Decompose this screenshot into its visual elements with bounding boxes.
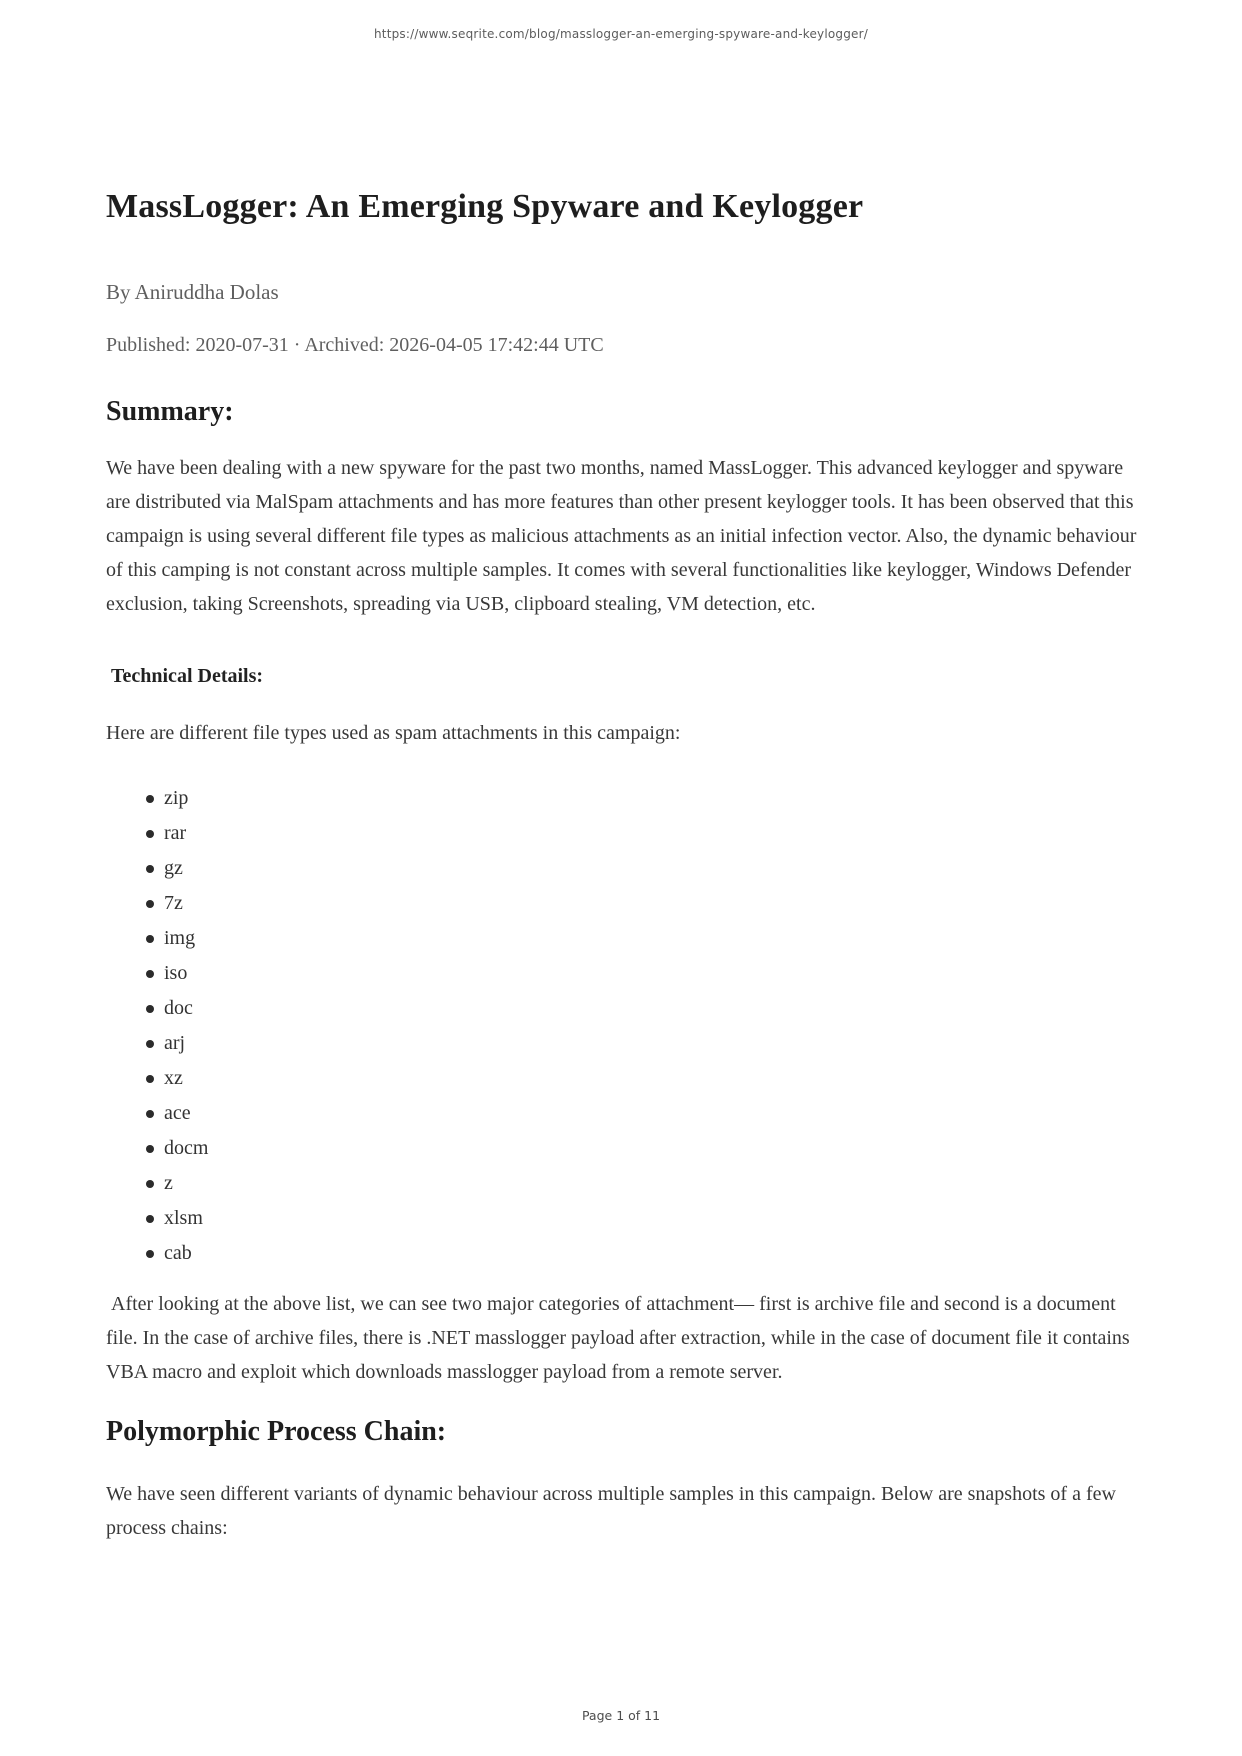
- list-item: zip: [106, 781, 1137, 816]
- list-item: gz: [106, 851, 1137, 886]
- list-item: arj: [106, 1026, 1137, 1061]
- list-item: z: [106, 1166, 1137, 1201]
- process-chain-paragraph: We have seen different variants of dynamic behaviour across multiple samples in this campaign. Below are snapshots of a few process chains:: [106, 1483, 1121, 1539]
- summary-paragraph: We have been dealing with a new spyware for the past two months, named MassLogger. This advanced keylogger and spyware are distributed via MalSpam attachments and has more features than other present keylogger tools. It has been observed that this campaign is using several different file types as malicious attachments as an initial infection vector. Also, the dynamic behaviour of this camping is not constant across multiple samples. It comes with several functionalities like keylogger, Windows Defender exclusion, taking Screenshots, spreading via USB, clipboard stealing, VM detection, etc.: [106, 457, 1142, 615]
- attachment-analysis-paragraph: After looking at the above list, we can see two major categories of attachment— first is archive file and second is a document file. In the case of archive files, there is .NET masslogger payload after extraction, while in the case of document file it contains VBA macro and exploit which downloads masslogger payload from a remote server.: [106, 1293, 1135, 1383]
- list-item: doc: [106, 991, 1137, 1026]
- article-byline: By Aniruddha Dolas: [106, 280, 279, 304]
- list-item: xlsm: [106, 1201, 1137, 1236]
- process-chain-heading: Polymorphic Process Chain:: [106, 1416, 447, 1447]
- list-item: cab: [106, 1236, 1137, 1271]
- list-item: rar: [106, 816, 1137, 851]
- list-item: xz: [106, 1061, 1137, 1096]
- source-url: https://www.seqrite.com/blog/masslogger-an-emerging-spyware-and-keylogger/: [373, 27, 869, 41]
- technical-intro-paragraph: Here are different file types used as spam attachments in this campaign:: [106, 722, 681, 744]
- list-item: 7z: [106, 886, 1137, 921]
- list-item: docm: [106, 1131, 1137, 1166]
- list-item: iso: [106, 956, 1137, 991]
- published-archived-meta: Published: 2020-07-31 · Archived: 2026-04-05 17:42:44 UTC: [106, 334, 604, 356]
- article-title: MassLogger: An Emerging Spyware and Keylogger: [106, 188, 864, 225]
- file-type-list: [106, 781, 1137, 1271]
- summary-heading: Summary:: [106, 396, 234, 427]
- technical-details-heading: Technical Details:: [106, 665, 264, 687]
- list-item: img: [106, 921, 1137, 956]
- page-number-footer: Page 1 of 11: [581, 1708, 661, 1723]
- list-item: ace: [106, 1096, 1137, 1131]
